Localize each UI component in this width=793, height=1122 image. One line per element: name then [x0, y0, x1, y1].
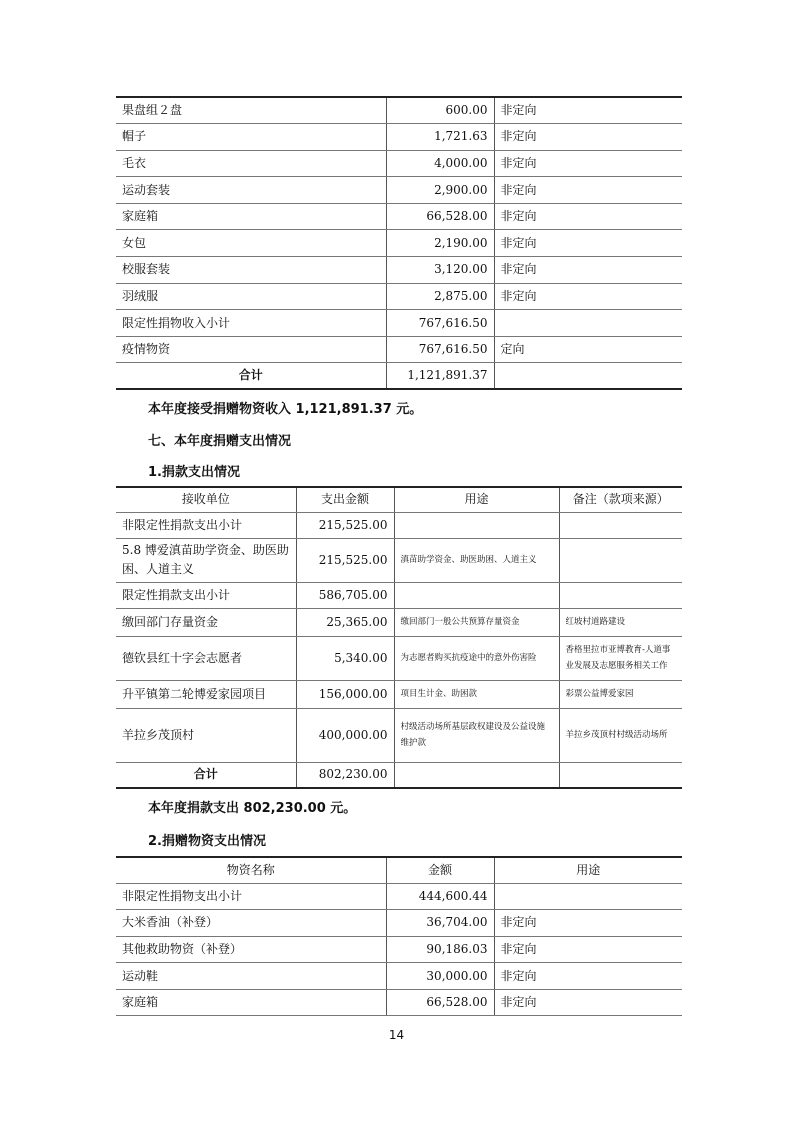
- recipient-cell: 德钦县红十字会志愿者: [116, 636, 296, 680]
- amount-cell: 2,190.00: [386, 230, 494, 257]
- remark-cell: [559, 582, 682, 608]
- table-row: [116, 257, 682, 284]
- subheading-cash-expenditure: 1.捐款支出情况: [148, 465, 240, 480]
- table-row: [116, 883, 682, 910]
- amount-cell: 586,705.00: [296, 582, 394, 608]
- table-row: [116, 150, 682, 177]
- remark-cell: 彩票公益博爱家园: [559, 680, 682, 708]
- amount-cell: 767,616.50: [386, 310, 494, 337]
- total-amount-cell: 1,121,891.37: [386, 363, 494, 389]
- total-label-cell: 合计: [116, 363, 386, 389]
- purpose-cell: 非定向: [494, 124, 682, 151]
- remark-cell: 红坡村道路建设: [559, 608, 682, 636]
- item-name-cell: 羽绒服: [116, 283, 386, 310]
- item-name-cell: 家庭箱: [116, 989, 386, 1016]
- column-header: 接收单位: [116, 487, 296, 512]
- amount-cell: 1,721.63: [386, 124, 494, 151]
- item-name-cell: 毛衣: [116, 150, 386, 177]
- recipient-cell: 缴回部门存量资金: [116, 608, 296, 636]
- amount-cell: 90,186.03: [386, 936, 494, 963]
- purpose-cell: [494, 310, 682, 337]
- table-row: [116, 97, 682, 124]
- amount-cell: 215,525.00: [296, 538, 394, 582]
- item-name-cell: 疫情物资: [116, 336, 386, 363]
- column-header: 备注（款项来源）: [559, 487, 682, 512]
- purpose-cell: 滇苗助学资金、助医助困、人道主义: [394, 538, 559, 582]
- amount-cell: 444,600.44: [386, 883, 494, 910]
- table-row: [116, 230, 682, 257]
- purpose-cell: 非定向: [494, 936, 682, 963]
- item-name-cell: 校服套装: [116, 257, 386, 284]
- recipient-cell: 限定性捐款支出小计: [116, 582, 296, 608]
- goods-income-summary: 本年度接受捐赠物资收入 1,121,891.37 元。: [148, 402, 423, 417]
- purpose-cell: 非定向: [494, 910, 682, 937]
- total-label-cell: 合计: [116, 762, 296, 788]
- subheading-goods-expenditure: 2.捐赠物资支出情况: [148, 834, 266, 849]
- item-name-cell: 运动套装: [116, 177, 386, 204]
- purpose-cell: 定向: [494, 336, 682, 363]
- header-row: [116, 487, 682, 512]
- total-remark-cell: [559, 762, 682, 788]
- column-header: 用途: [494, 857, 682, 883]
- item-name-cell: 运动鞋: [116, 963, 386, 990]
- total-amount-cell: 802,230.00: [296, 762, 394, 788]
- purpose-cell: 非定向: [494, 150, 682, 177]
- remark-cell: 羊拉乡茂顶村村级活动场所: [559, 708, 682, 762]
- recipient-cell: 非限定性捐款支出小计: [116, 512, 296, 538]
- table-row: [116, 177, 682, 204]
- purpose-cell: 为志愿者购买抗疫途中的意外伤害险: [394, 636, 559, 680]
- item-name-cell: 帽子: [116, 124, 386, 151]
- table-row: [116, 203, 682, 230]
- table-row: [116, 963, 682, 990]
- purpose-cell: 村级活动场所基层政权建设及公益设施维护款: [394, 708, 559, 762]
- table-row: [116, 582, 682, 608]
- section-heading-expenditure: 七、本年度捐赠支出情况: [148, 434, 292, 449]
- purpose-cell: 项目生计金、助困款: [394, 680, 559, 708]
- remark-cell: [559, 538, 682, 582]
- item-name-cell: 大米香油（补登）: [116, 910, 386, 937]
- purpose-cell: 非定向: [494, 177, 682, 204]
- table-row: [116, 608, 682, 636]
- table-row: [116, 283, 682, 310]
- column-header: 用途: [394, 487, 559, 512]
- purpose-cell: 缴回部门一般公共预算存量资金: [394, 608, 559, 636]
- table-row: [116, 538, 682, 582]
- purpose-cell: [394, 582, 559, 608]
- table-row: [116, 680, 682, 708]
- table-row: [116, 989, 682, 1016]
- purpose-cell: 非定向: [494, 257, 682, 284]
- amount-cell: 215,525.00: [296, 512, 394, 538]
- amount-cell: 5,340.00: [296, 636, 394, 680]
- page-number: 14: [388, 1028, 405, 1042]
- purpose-cell: 非定向: [494, 963, 682, 990]
- item-name-cell: 女包: [116, 230, 386, 257]
- recipient-cell: 羊拉乡茂顶村: [116, 708, 296, 762]
- purpose-cell: [494, 883, 682, 910]
- item-name-cell: 非限定性捐物支出小计: [116, 883, 386, 910]
- goods-expenditure-table: [116, 856, 682, 1016]
- amount-cell: 156,000.00: [296, 680, 394, 708]
- item-name-cell: 果盘组２盘: [116, 97, 386, 124]
- amount-cell: 767,616.50: [386, 336, 494, 363]
- amount-cell: 400,000.00: [296, 708, 394, 762]
- amount-cell: 2,875.00: [386, 283, 494, 310]
- recipient-cell: 升平镇第二轮博爱家园项目: [116, 680, 296, 708]
- table-row: [116, 310, 682, 337]
- donation-goods-income-table: [116, 96, 682, 390]
- item-name-cell: 限定性捐物收入小计: [116, 310, 386, 337]
- purpose-cell: 非定向: [494, 989, 682, 1016]
- amount-cell: 30,000.00: [386, 963, 494, 990]
- total-row: [116, 363, 682, 389]
- purpose-cell: 非定向: [494, 203, 682, 230]
- remark-cell: [559, 512, 682, 538]
- amount-cell: 36,704.00: [386, 910, 494, 937]
- amount-cell: 25,365.00: [296, 608, 394, 636]
- column-header: 金额: [386, 857, 494, 883]
- remark-cell: 香格里拉市亚博教育-人道事业发展及志愿服务相关工作: [559, 636, 682, 680]
- recipient-cell: 5.8 博爱滇苗助学资金、助医助困、人道主义: [116, 538, 296, 582]
- total-purpose-cell: [394, 762, 559, 788]
- purpose-cell: 非定向: [494, 230, 682, 257]
- purpose-cell: [394, 512, 559, 538]
- table-row: [116, 708, 682, 762]
- amount-cell: 2,900.00: [386, 177, 494, 204]
- column-header: 物资名称: [116, 857, 386, 883]
- table-row: [116, 124, 682, 151]
- item-name-cell: 其他救助物资（补登）: [116, 936, 386, 963]
- purpose-cell: 非定向: [494, 283, 682, 310]
- item-name-cell: 家庭箱: [116, 203, 386, 230]
- amount-cell: 600.00: [386, 97, 494, 124]
- total-purpose-cell: [494, 363, 682, 389]
- table-row: [116, 910, 682, 937]
- table-row: [116, 512, 682, 538]
- amount-cell: 66,528.00: [386, 989, 494, 1016]
- amount-cell: 66,528.00: [386, 203, 494, 230]
- amount-cell: 4,000.00: [386, 150, 494, 177]
- total-row: [116, 762, 682, 788]
- amount-cell: 3,120.00: [386, 257, 494, 284]
- purpose-cell: 非定向: [494, 97, 682, 124]
- header-row: [116, 857, 682, 883]
- table-row: [116, 936, 682, 963]
- cash-expenditure-summary: 本年度捐款支出 802,230.00 元。: [148, 801, 357, 816]
- column-header: 支出金额: [296, 487, 394, 512]
- table-row: [116, 636, 682, 680]
- table-row: [116, 336, 682, 363]
- cash-expenditure-table: [116, 486, 682, 789]
